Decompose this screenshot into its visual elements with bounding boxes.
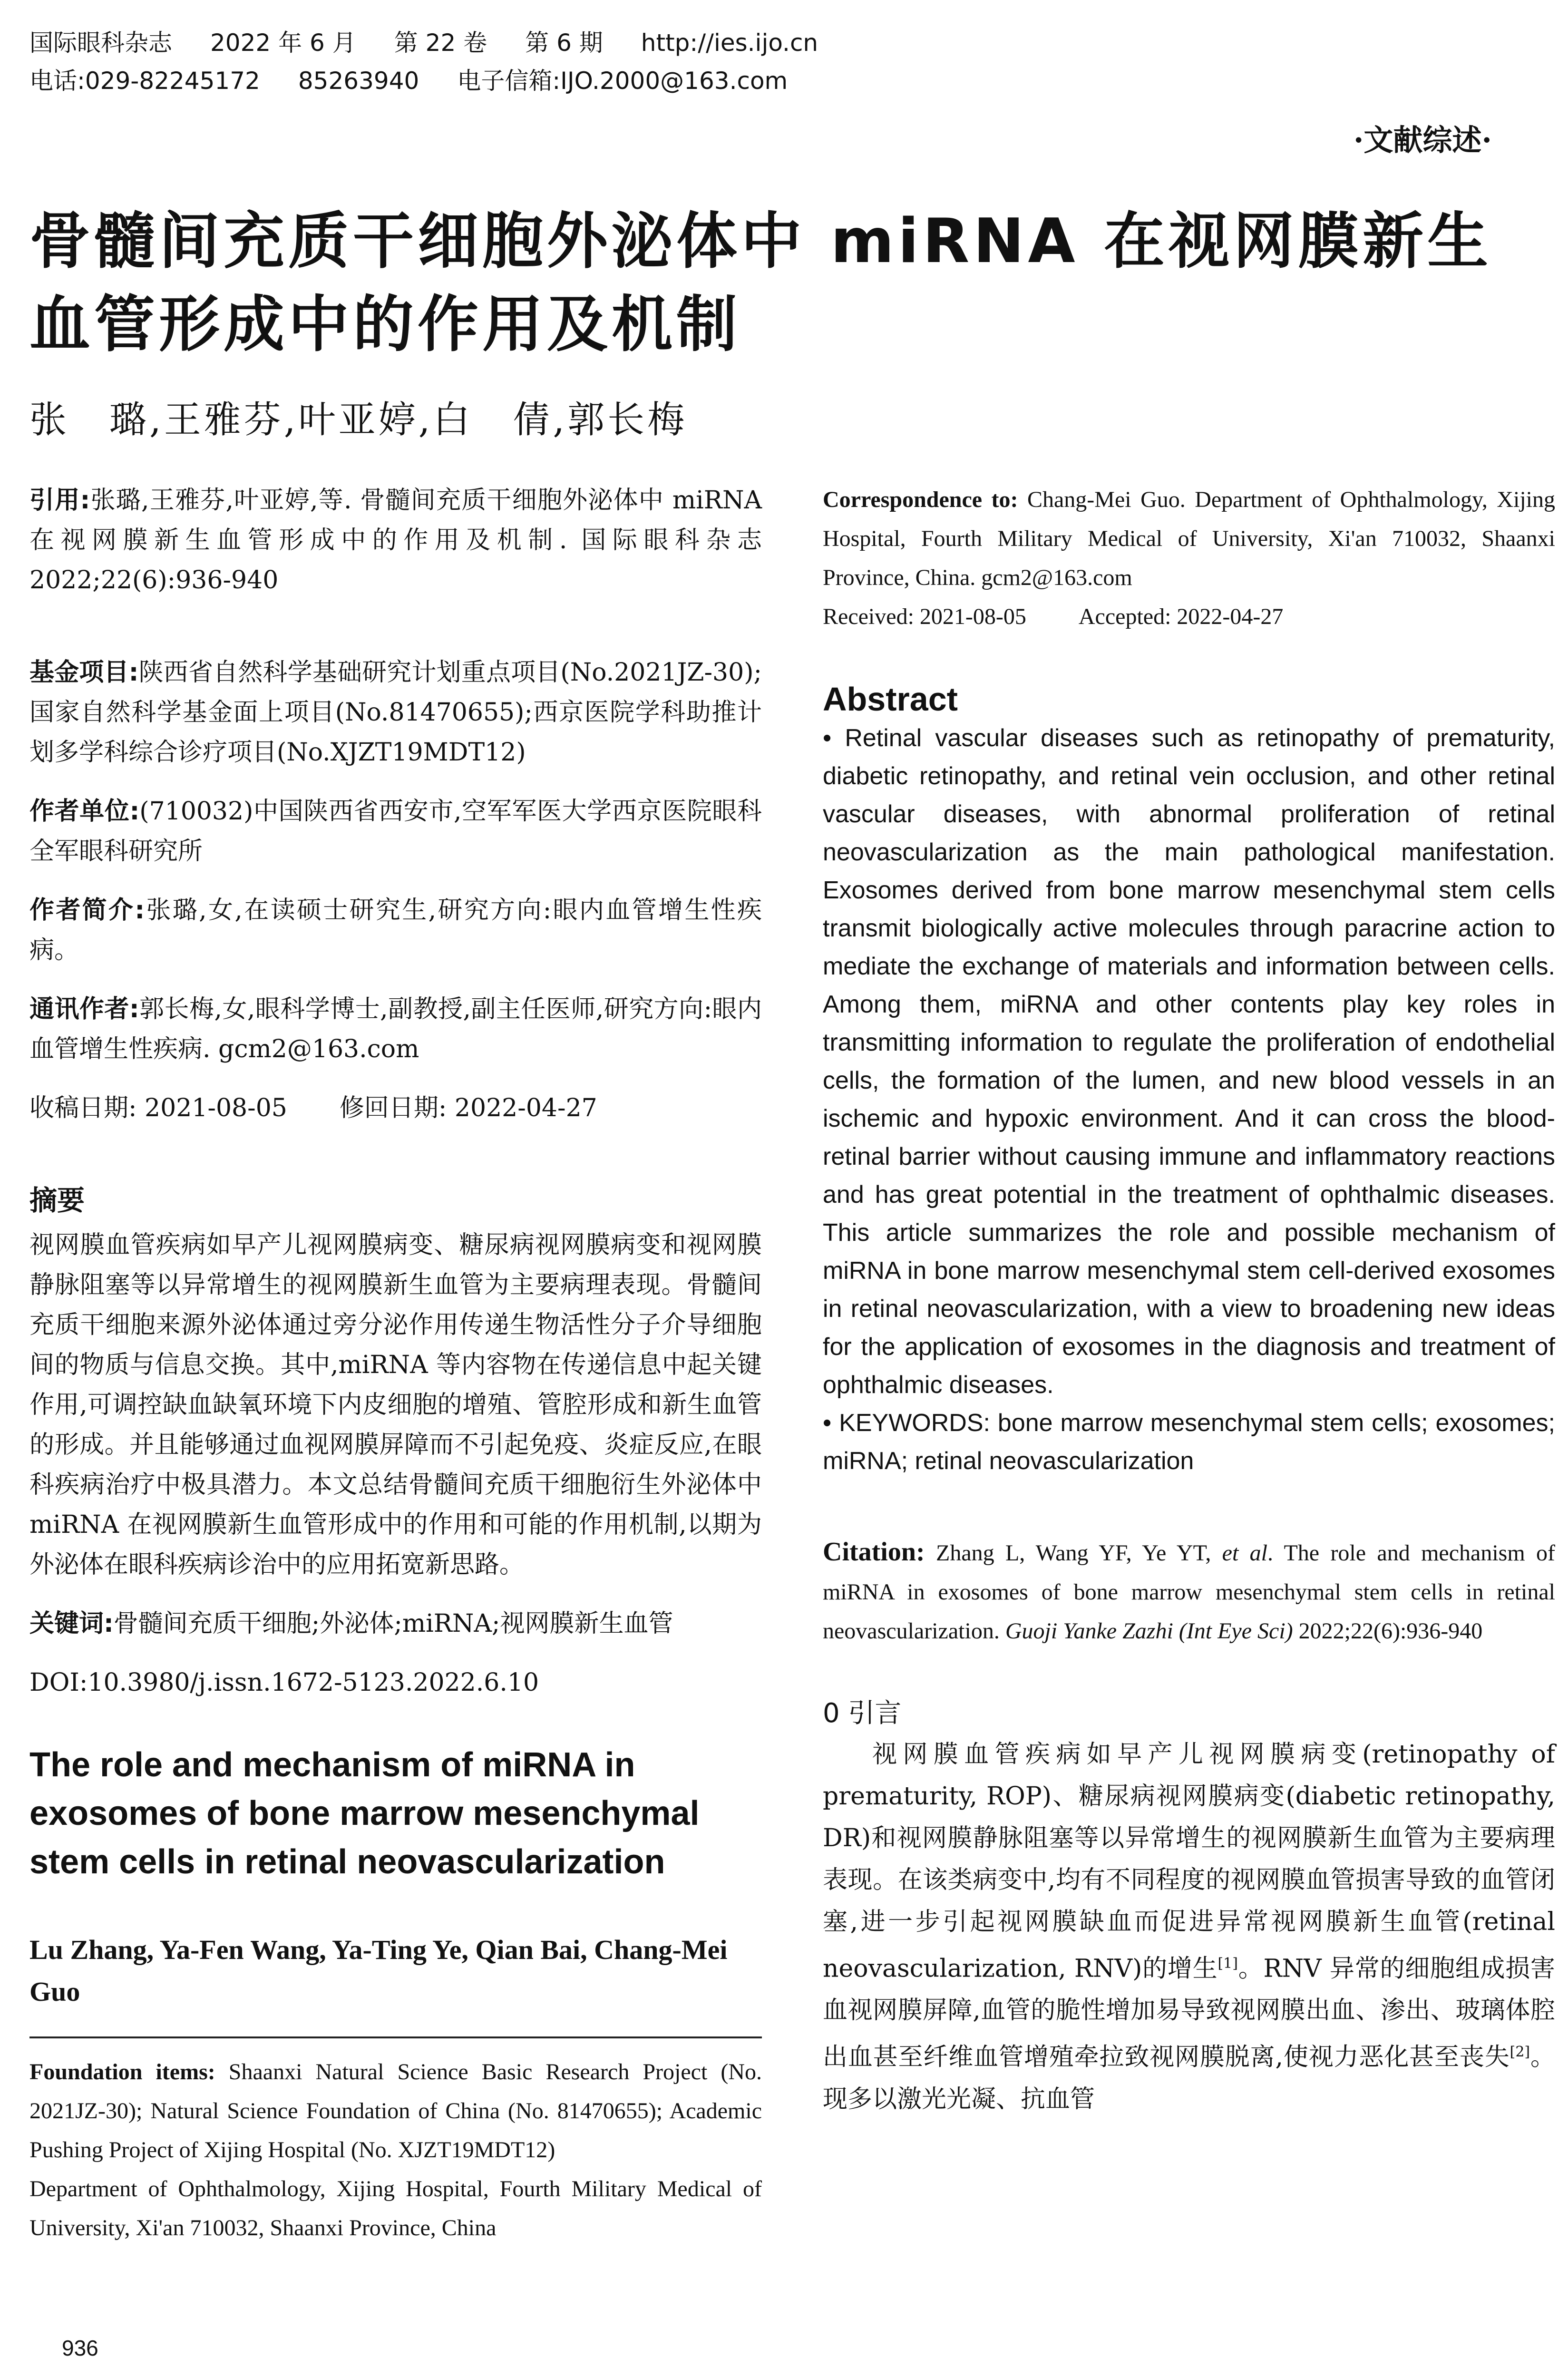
page-number: 936 — [62, 2336, 98, 2360]
journal-header-line2 — [29, 62, 826, 96]
citation-en: Citation: Zhang L, Wang YF, Ye YT, et al. The role and mechanism of miRNA in exosomes of bone marrow mesenchymal stem cells in retinal neovascularization. Guoji Yanke Zazhi (Int Eye Sci) 2022;22(6):936-940 — [823, 1537, 1555, 1644]
dates-cn: 收稿日期: 2021-08-05 修回日期: 2022-04-27 — [29, 1094, 597, 1122]
corresponding-author: 通讯作者:郭长梅,女,眼科学博士,副教授,副主任医师,研究方向:眼内血管增生性疾病. gcm2@163.com — [29, 995, 762, 1063]
ref-2[interactable]: [2] — [1510, 2044, 1530, 2061]
abstract-heading-en: Abstract — [823, 681, 958, 718]
citation-cn: 引用:张璐,王雅芬,叶亚婷,等. 骨髓间充质干细胞外泌体中 miRNA 在视网膜新生血管形成中的作用及机制. 国际眼科杂志 2022;22(6):936-940 — [29, 486, 762, 594]
foundation-items: Foundation items: Shaanxi Natural Science Basic Research Project (No. 2021JZ-30); Natural Science Foundation of China (No. 81470655); Academic Pushing Project of Xijing Hospital (No. XJZT19MDT12) — [29, 2059, 762, 2163]
phone-2: 85263940 — [298, 67, 419, 95]
abstract-en: • Retinal vascular diseases such as retinopathy of prematurity, diabetic retinopathy, and retinal vein occlusion, and other retinal vascular diseases, with abnormal proliferation of retinal neovascularization as the main pathological manifestation. Exosomes derived from bone marrow mesenchymal stem cells transmit biologically active molecules through paracrine action to mediate the exchange of materials and information between cells. Among them, miRNA and other contents play key roles in transmitting information to regulate the proliferation of endothelial cells, the formation of the lumen, and new blood vessels in an ischemic and hypoxic environment. And it can cross the blood-retinal barrier without causing immune and inflammatory reactions and has great potential in the treatment of ophthalmic diseases. This article summarizes the role and possible mechanism of miRNA in bone marrow mesenchymal stem cell-derived exosomes in retinal neovascularization, with a view to broadening new ideas for the application of exosomes in the diagnosis and treatment of ophthalmic diseases. • KEYWORDS: bone marrow mesenchymal stem cells; exosomes; miRNA; retinal neovascularization — [823, 719, 1555, 1480]
section-label: ·文献综述· — [1353, 123, 1492, 157]
article-title: 骨髓间充质干细胞外泌体中 miRNA 在视网膜新生血管形成中的作用及机制 — [29, 206, 1492, 360]
english-authors: Lu Zhang, Ya-Fen Wang, Ya-Ting Ye, Qian Bai, Chang-Mei Guo — [29, 1934, 728, 2007]
department: Department of Ophthalmology, Xijing Hospital, Fourth Military Medical of University, Xi'an 710032, Shaanxi Province, China — [29, 2176, 762, 2241]
english-title: The role and mechanism of miRNA in exosomes of bone marrow mesenchymal stem cells in retinal neovascularization — [29, 1746, 700, 1881]
journal-header-line1 — [29, 24, 856, 58]
keywords-cn: 关键词:骨髓间充质干细胞;外泌体;miRNA;视网膜新生血管 — [29, 1609, 673, 1638]
abstract-heading-cn: 摘要 — [29, 1184, 85, 1217]
fund-info: 基金项目:陕西省自然科学基础研究计划重点项目(No.2021JZ-30);国家自然科学基金面上项目(No.81470655);西京医院学科助推计划多学科综合诊疗项目(No.XJZT19MDT12) — [29, 658, 762, 767]
doi[interactable]: DOI:10.3980/j.issn.1672-5123.2022.6.10 — [29, 1668, 539, 1697]
divider — [29, 2036, 762, 2038]
email: 电子信箱:IJO.2000@163.com — [457, 67, 788, 95]
keywords-en: • KEYWORDS: bone marrow mesenchymal stem cells; exosomes; miRNA; retinal neovascularization — [823, 1409, 1555, 1475]
author-list: 张 璐,王雅芬,叶亚婷,白 倩,郭长梅 — [29, 399, 688, 441]
ref-1[interactable]: [1] — [1217, 1955, 1238, 1972]
volume: 第 22 卷 — [394, 29, 487, 57]
journal-name: 国际眼科杂志 — [29, 29, 172, 57]
intro-text: 视网膜血管疾病如早产儿视网膜病变(retinopathy of prematurity, ROP)、糖尿病视网膜病变(diabetic retinopathy, DR)和视网膜静脉阻塞等以异常增生的视网膜新生血管为主要病理表现。在该类病变中,均有不同程度的视网膜血管损害导致的血管闭塞,进一步引起视网膜缺血而促进异常视网膜新生血管(retinal neovascularization, RNV)的增生[1]。RNV 异常的细胞组成损害血视网膜屏障,血管的脆性增加易导致视网膜出血、渗出、玻璃体腔出血甚至纤维血管增殖牵拉致视网膜脱离,使视力恶化甚至丧失[2]。现多以激光光凝、抗血管 — [823, 1740, 1555, 2114]
issue: 第 6 期 — [525, 29, 603, 57]
abstract-cn: 视网膜血管疾病如早产儿视网膜病变、糖尿病视网膜病变和视网膜静脉阻塞等以异常增生的视网膜新生血管为主要病理表现。骨髓间充质干细胞来源外泌体通过旁分泌作用传递生物活性分子介导细胞间的物质与信息交换。其中,miRNA 等内容物在传递信息中起关键作用,可调控缺血缺氧环境下内皮细胞的增殖、管腔形成和新生血管的形成。并且能够通过血视网膜屏障而不引起免疫、炎症反应,在眼科疾病治疗中极具潜力。本文总结骨髓间充质干细胞衍生外泌体中 miRNA 在视网膜新生血管形成中的作用和可能的作用机制,以期为外泌体在眼科疾病诊治中的应用拓宽新思路。 — [29, 1231, 762, 1579]
right-column — [823, 480, 1555, 2120]
author-bio: 作者简介:张璐,女,在读硕士研究生,研究方向:眼内血管增生性疾病。 — [29, 896, 762, 964]
journal-url[interactable]: http://ies.ijo.cn — [641, 29, 818, 57]
author-unit: 作者单位:(710032)中国陕西省西安市,空军军医大学西京医院眼科 全军眼科研究所 — [29, 797, 762, 866]
correspondence: Correspondence to: Chang-Mei Guo. Department of Ophthalmology, Xijing Hospital, Fourth Military Medical of University, Xi'an 710032, Shaanxi Province, China. gcm2@163.com — [823, 487, 1555, 590]
phone: 电话:029-82245172 — [29, 67, 260, 95]
dates-en: Received: 2021-08-05 Accepted: 2022-04-27 — [823, 604, 1284, 629]
issue-date: 2022 年 6 月 — [210, 29, 356, 57]
intro-heading: 0 引言 — [823, 1698, 902, 1729]
left-column — [29, 480, 762, 2248]
